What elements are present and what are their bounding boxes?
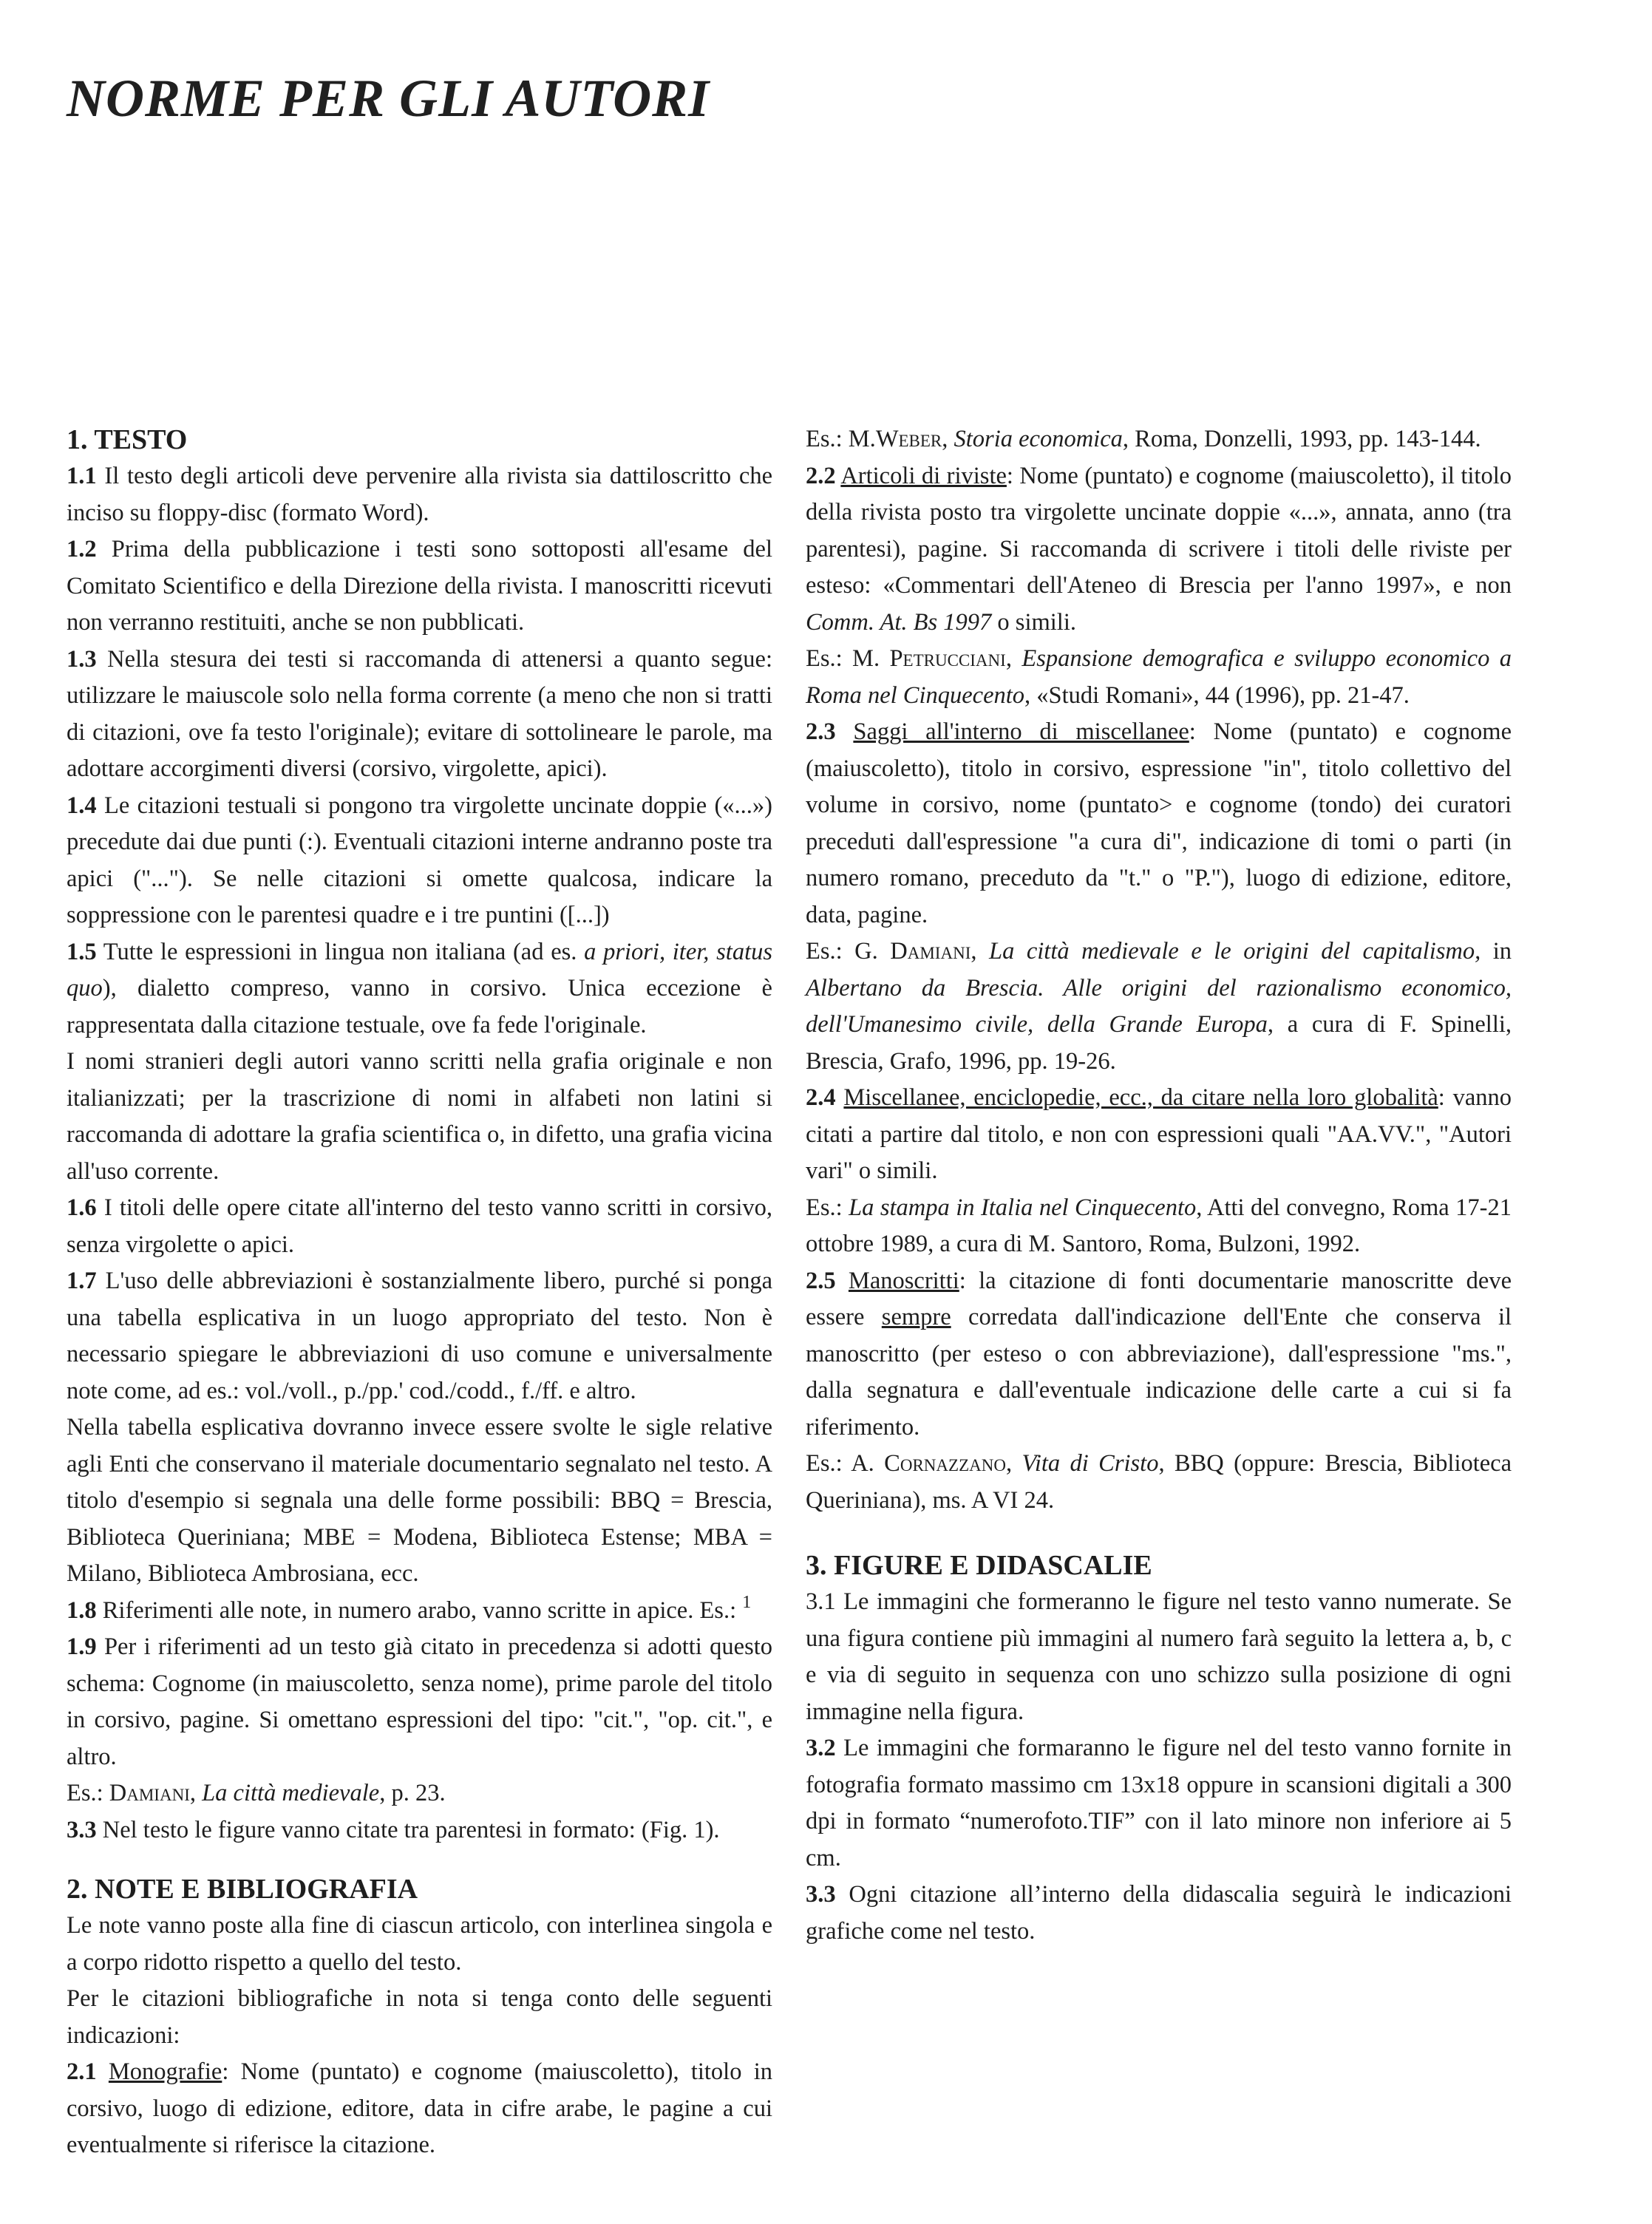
paragraph-number: 1.9	[67, 1633, 97, 1660]
example-1-9: Es.: Damiani, La città medievale, p. 23.	[67, 1780, 446, 1806]
paragraph-1-9	[67, 1629, 772, 1775]
paragraph-1-6	[67, 1190, 772, 1263]
author-smallcaps: Damiani	[109, 1780, 190, 1806]
paragraph-number: 3.1	[806, 1588, 836, 1615]
example-suffix: , Atti del convegno, Roma 17-21 ottobre 1989, a cura di M. Santoro, Roma, Bulzoni, 1992.	[806, 1194, 1512, 1257]
paragraph-3-3	[806, 1877, 1512, 1950]
paragraph-3-2	[806, 1730, 1512, 1877]
underlined-label: Miscellanee, enciclopedie, ecc., da citare nella loro globalità	[843, 1084, 1438, 1111]
example-prefix: Es.:	[806, 1194, 843, 1221]
example-suffix: , p. 23.	[379, 1780, 446, 1806]
page-title: NORME PER GLI AUTORI	[67, 69, 710, 128]
example-2-1: Es.: M.Weber, Storia economica, Roma, Donzelli, 1993, pp. 143-144.	[806, 426, 1481, 452]
collective-title-italic: Albertano da Brescia. Alle origini del razionalismo economico, dell'Umanesimo civile, della Grande Europa	[806, 974, 1512, 1038]
example-prefix: Es.: M.	[806, 645, 880, 672]
example-suffix: , a cura di F. Spinelli, Brescia, Grafo, 1996, pp. 19-26.	[806, 1011, 1512, 1075]
paragraph-number: 1.2	[67, 536, 97, 562]
paragraph-text: : Nome (puntato) e cognome (maiuscoletto), titolo in corsivo, espressione "in", titolo collettivo del volume in corsivo, nome (puntato> e cognome (tondo) dei curatori preceduti dall'espressione "a cura di", indicazione di tomi o parti (in numero romano, preceduto da "t." o "P."), luogo di edizione, editore, data, pagine.	[806, 718, 1512, 928]
paragraph-text: corredata dall'indicazione dell'Ente che conserva il manoscritto (per esteso o con abbreviazione), dall'espressione "ms.", dalla segnatura e dall'eventuale indicazione delle carte a cui si fa riferimento.	[806, 1304, 1512, 1441]
underlined-label: Monografie	[108, 2058, 222, 2085]
paragraph-text: Il testo degli articoli deve pervenire alla rivista sia dattiloscritto che inciso su floppy-disc (formato Word).	[67, 463, 773, 526]
example-in: in	[1492, 938, 1512, 965]
paragraph-text: Le immagini che formaranno le figure nel del testo vanno fornite in fotografia formato massimo cm 13x18 oppure in scansioni digitali a 300 dpi in formato “numerofoto.TIF” con il lato minore non inferiore ai 5 cm.	[806, 1735, 1512, 1871]
author-smallcaps: Damiani	[890, 938, 971, 965]
example-2-2: Es.: M. Petrucciani, Espansione demografica e sviluppo economico a Roma nel Cinquecento, «Studi Romani», 44 (1996), pp. 21-47.	[806, 645, 1512, 709]
paragraph-text: o simili.	[997, 608, 1076, 636]
left-column	[67, 421, 772, 2164]
italic-text: a priori, iter, status quo	[67, 938, 773, 1002]
example-2-4	[806, 1190, 1512, 1263]
title-italic: Espansione demografica e sviluppo economico a Roma nel Cinquecento	[806, 645, 1512, 709]
title-italic: Vita di Cristo	[1022, 1450, 1159, 1477]
paragraph-text: Le immagini che formeranno le figure nel testo vanno numerate. Se una figura contiene più immagini al numero farà seguito la lettera a, b, c e via di seguito in sequenza con uno schizzo sulla posizione di ogni immagine nella figura.	[806, 1588, 1512, 1725]
superscript-example: 1	[742, 1592, 752, 1612]
example-suffix: , BBQ (oppure: Brescia, Biblioteca Queriniana), ms. A VI 24.	[806, 1450, 1512, 1514]
paragraph-text: : vanno citati a partire dal titolo, e non con espressioni quali "AA.VV.", "Autori vari" o simili.	[806, 1084, 1512, 1184]
paragraph-2-1	[67, 2054, 772, 2164]
paragraph-text: Riferimenti alle note, in numero arabo, vanno scritte in apice. Es.:	[102, 1596, 737, 1624]
paragraph-3-3-figure-citation	[67, 1812, 772, 1849]
title-italic: Storia economica	[954, 426, 1123, 452]
section-heading-note-bibliografia: 2. NOTE E BIBLIOGRAFIA	[67, 1874, 418, 1905]
example-prefix: Es.: A.	[806, 1450, 874, 1477]
paragraph-text: Tutte le espressioni in lingua non italiana (ad es.	[103, 938, 577, 965]
paragraph-text: ), dialetto compreso, vanno in corsivo. Unica eccezione è rappresentata dalla citazione testuale, ove fa fede l'originale.	[67, 975, 772, 1038]
paragraph-number: 1.8	[67, 1596, 97, 1624]
example-2-3: Es.: G. Damiani, La città medievale e le origini del capitalismo, in Albertano da Brescia. Alle origini del razionalismo economico, dell'Umanesimo civile, della Grande Europa, a cura di F. Spinelli, Brescia, Grafo, 1996, pp. 19-26.	[806, 938, 1512, 1075]
paragraph-number: 3.3	[806, 1881, 836, 1908]
underlined-word: sempre	[881, 1304, 951, 1330]
example-2-5: Es.: A. Cornazzano, Vita di Cristo, BBQ (oppure: Brescia, Biblioteca Queriniana), ms. A VI 24.	[806, 1450, 1512, 1514]
example-prefix: Es.: G.	[806, 938, 878, 965]
underlined-label: Manoscritti	[848, 1267, 959, 1294]
paragraph-number: 1.5	[67, 938, 97, 965]
paragraph-text: : Nome (puntato) e cognome (maiuscoletto), il titolo della rivista posto tra virgolette uncinate doppie «...», annata, anno (tra parentesi), pagine. Si raccomanda di scrivere i titoli delle riviste per esteso: «Commentari dell'Ateneo di Brescia per l'anno 1997», e non	[806, 462, 1512, 599]
paragraph-2-4	[806, 1080, 1512, 1190]
paragraph-number: 3.2	[806, 1735, 836, 1761]
paragraph-1-5-names: I nomi stranieri degli autori vanno scritti nella grafia originale e non italianizzati; per la trascrizione di nomi in alfabeti non latini si raccomanda di adottare la grafia scientifica o, in difetto, una grafia vicina all'uso corrente.	[67, 1048, 772, 1185]
example-suffix: , Roma, Donzelli, 1993, pp. 143-144.	[1122, 426, 1481, 452]
paragraph-1-3	[67, 642, 772, 788]
paragraph-text: Nella stesura dei testi si raccomanda di attenersi a quanto segue: utilizzare le maiuscole solo nella forma corrente (a meno che non si tratti di citazioni, ove fa testo l'originale); evitare di sottolineare le parole, ma adottare accorgimenti diversi (corsivo, virgolette, apici).	[67, 645, 773, 782]
paragraph-number: 3.3	[67, 1816, 97, 1843]
paragraph-number: 1.7	[67, 1268, 97, 1294]
example-suffix: , «Studi Romani», 44 (1996), pp. 21-47.	[1024, 681, 1410, 709]
paragraph-text: Ogni citazione all’interno della didascalia seguirà le indicazioni grafiche come nel testo.	[806, 1881, 1512, 1945]
paragraph-number: 1.1	[67, 463, 97, 489]
paragraph-1-4	[67, 788, 772, 934]
italic-text: Comm. At. Bs 1997	[806, 608, 992, 636]
author-smallcaps: Cornazzano	[884, 1450, 1006, 1477]
underlined-label: Saggi all'interno di miscellanee	[853, 718, 1189, 745]
title-italic: La città medievale	[202, 1780, 380, 1806]
notes-intro: Le note vanno poste alla fine di ciascun articolo, con interlinea singola e a corpo ridotto rispetto a quello del testo.	[67, 1912, 772, 1976]
paragraph-2-2	[806, 458, 1512, 642]
paragraph-number: 2.5	[806, 1267, 836, 1294]
citations-intro: Per le citazioni bibliografiche in nota si tenga conto delle seguenti indicazioni:	[67, 1985, 772, 2049]
paragraph-text: Nel testo le figure vanno citate tra parentesi in formato: (Fig. 1).	[102, 1816, 720, 1843]
author-smallcaps: Petrucciani	[889, 645, 1006, 672]
paragraph-number: 2.1	[67, 2058, 97, 2085]
paragraph-text: : la citazione di fonti documentarie manoscritte deve essere	[806, 1267, 1512, 1330]
paragraph-number: 2.2	[806, 462, 836, 489]
paragraph-2-5	[806, 1263, 1512, 1446]
section-heading-figure-didascalie: 3. FIGURE E DIDASCALIE	[806, 1550, 1152, 1581]
paragraph-1-2	[67, 531, 772, 642]
example-prefix: Es.:	[67, 1780, 103, 1806]
title-italic: La stampa in Italia nel Cinquecento	[849, 1194, 1197, 1221]
paragraph-number: 2.4	[806, 1084, 836, 1111]
paragraph-2-3	[806, 714, 1512, 934]
paragraph-text: Le citazioni testuali si pongono tra virgolette uncinate doppie («...») precedute dai due punti (:). Eventuali citazioni interne andranno poste tra apici ("..."). Se nelle citazioni si omette qualcosa, indicare la soppressione con le parentesi quadre e i tre puntini ([...])	[67, 792, 773, 928]
paragraph-number: 2.3	[806, 718, 836, 745]
paragraph-1-1	[67, 458, 772, 531]
example-prefix: Es.: M.	[806, 426, 876, 452]
paragraph-text: L'uso delle abbreviazioni è sostanzialmente libero, purché si ponga una tabella esplicativa in un luogo appropriato del testo. Non è necessario spiegare le abbreviazioni di uso comune e universalmente note come, ad es.: vol./voll., p./pp.' cod./codd., f./ff. e altro.	[67, 1268, 773, 1404]
paragraph-number: 1.4	[67, 792, 97, 819]
paragraph-text: I titoli delle opere citate all'interno del testo vanno scritti in corsivo, senza virgolette o apici.	[67, 1194, 773, 1258]
paragraph-3-1	[806, 1584, 1512, 1730]
paragraph-text: Per i riferimenti ad un testo già citato in precedenza si adotti questo schema: Cognome (in maiuscoletto, senza nome), prime parole del titolo in corsivo, pagine. Si omettano espressioni del tipo: "cit.", "op. cit.", e altro.	[67, 1633, 772, 1770]
author-smallcaps: Weber	[875, 426, 942, 452]
paragraph-1-5	[67, 934, 772, 1044]
right-column	[806, 421, 1512, 1950]
paragraph-text: : Nome (puntato) e cognome (maiuscoletto), titolo in corsivo, luogo di edizione, editore, data in cifre arabe, le pagine a cui eventualmente si riferisce la citazione.	[67, 2058, 772, 2158]
paragraph-number: 1.6	[67, 1194, 97, 1221]
section-heading-testo: 1. TESTO	[67, 424, 188, 455]
paragraph-1-7	[67, 1263, 772, 1409]
underlined-label: Articoli di riviste	[840, 462, 1007, 489]
paragraph-text: Prima della pubblicazione i testi sono sottoposti all'esame del Comitato Scientifico e della Direzione della rivista. I manoscritti ricevuti non verranno restituiti, anche se non pubblicati.	[67, 536, 772, 636]
title-italic: La città medievale e le origini del capitalismo,	[989, 938, 1481, 965]
paragraph-1-7-table: Nella tabella esplicativa dovranno invece essere svolte le sigle relative agli Enti che conservano il materiale documentario segnalato nel testo. A titolo d'esempio si segnala una delle forme possibili: BBQ = Brescia, Biblioteca Queriniana; MBE = Modena, Biblioteca Estense; MBA = Milano, Biblioteca Ambrosiana, ecc.	[67, 1414, 772, 1587]
paragraph-1-8	[67, 1593, 772, 1630]
paragraph-number: 1.3	[67, 645, 97, 673]
